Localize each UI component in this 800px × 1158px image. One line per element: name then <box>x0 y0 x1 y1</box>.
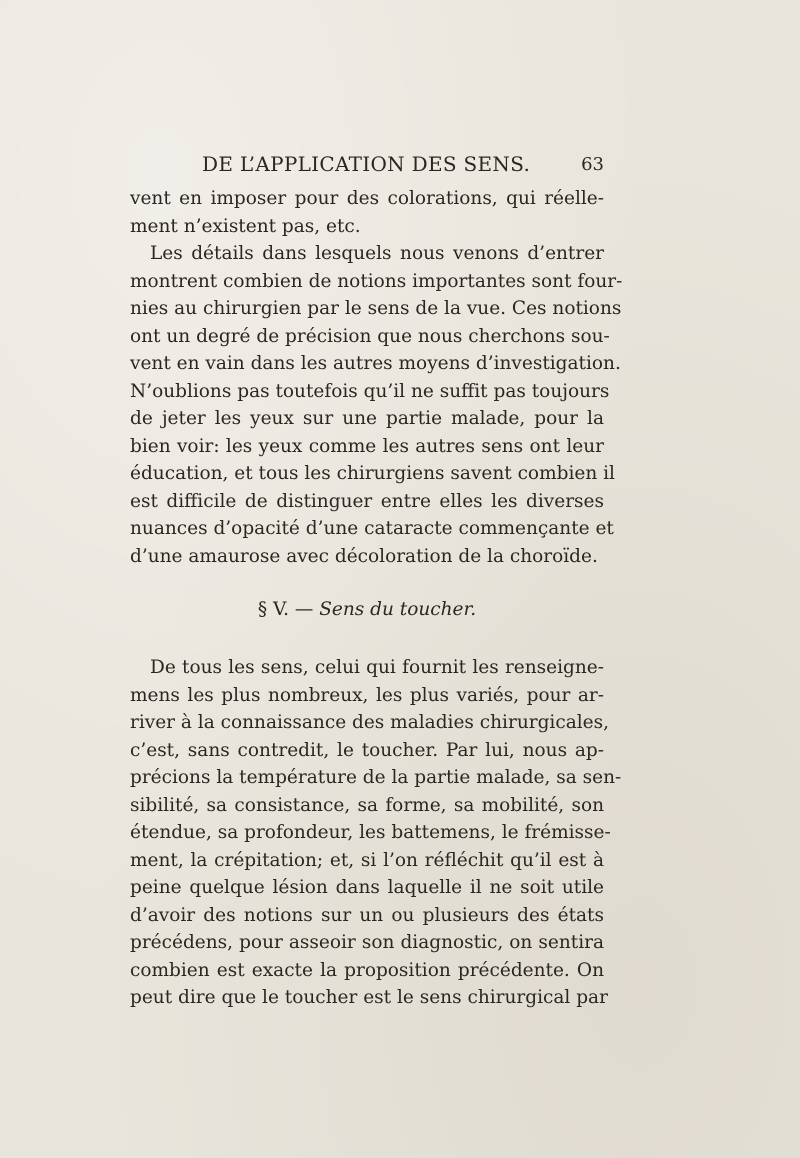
text-line: éducation, et tous les chirurgiens savent combien il <box>130 463 615 484</box>
paragraph-sight <box>130 240 623 570</box>
text-line: Les détails dans lesquels nous venons d’entrer <box>150 243 604 264</box>
text-line: vent en vain dans les autres moyens d’investigation. <box>130 353 621 374</box>
paragraph-continued <box>130 185 604 240</box>
text-line: river à la connaissance des maladies chirurgicales, <box>130 712 609 733</box>
text-line: sibilité, sa consistance, sa forme, sa mobilité, son <box>130 794 604 816</box>
text-line: de jeter les yeux sur une partie malade, pour la <box>130 408 604 429</box>
running-title: DE L’APPLICATION DES SENS. <box>202 152 531 176</box>
text-line: nies au chirurgien par le sens de la vue. Ces notions <box>130 298 622 319</box>
text-line: N’oublions pas toutefois qu’il ne suffit pas toujours <box>130 380 610 402</box>
text-line: peine quelque lésion dans laquelle il ne soit utile <box>130 877 604 898</box>
text-line: combien est exacte la proposition précédente. On <box>130 959 604 981</box>
text-line: ment n’existent pas, etc. <box>130 215 361 237</box>
text-line: vent en imposer pour des colorations, qui réelle- <box>130 188 604 209</box>
paragraph-touch <box>130 654 622 1012</box>
section-heading <box>130 599 604 629</box>
section-number: § V. — <box>257 599 314 620</box>
text-line: d’avoir des notions sur un ou plusieurs des états <box>130 904 604 926</box>
text-line: bien voir: les yeux comme les autres sens ont leur <box>130 435 604 457</box>
text-line: De tous les sens, celui qui fournit les renseigne- <box>150 657 604 678</box>
text-line: précions la température de la partie malade, sa sen- <box>130 767 622 788</box>
text-line: ment, la crépitation; et, si l’on réfléchit qu’il est à <box>130 849 604 871</box>
page-number: 63 <box>581 154 604 175</box>
text-line: précédens, pour asseoir son diagnostic, on sentira <box>130 932 604 953</box>
text-line: d’une amaurose avec décoloration de la choroïde. <box>130 545 598 567</box>
section-title: Sens du toucher. <box>319 599 477 620</box>
text-line: mens les plus nombreux, les plus variés, pour ar- <box>130 684 604 706</box>
text-line: c’est, sans contredit, le toucher. Par lui, nous ap- <box>130 739 604 761</box>
text-line: ont un degré de précision que nous cherchons sou- <box>130 325 610 347</box>
text-line: montrent combien de notions importantes sont four- <box>130 270 623 292</box>
text-line: étendue, sa profondeur, les battemens, le frémisse- <box>130 822 611 843</box>
text-block-upper <box>130 185 623 570</box>
text-block-lower <box>130 654 622 1012</box>
text-line: est difficile de distinguer entre elles les diverses <box>130 490 604 512</box>
text-line: nuances d’opacité d’une cataracte commençante et <box>130 518 614 539</box>
text-line: peut dire que le toucher est le sens chirurgical par <box>130 987 608 1008</box>
running-head <box>130 150 604 180</box>
